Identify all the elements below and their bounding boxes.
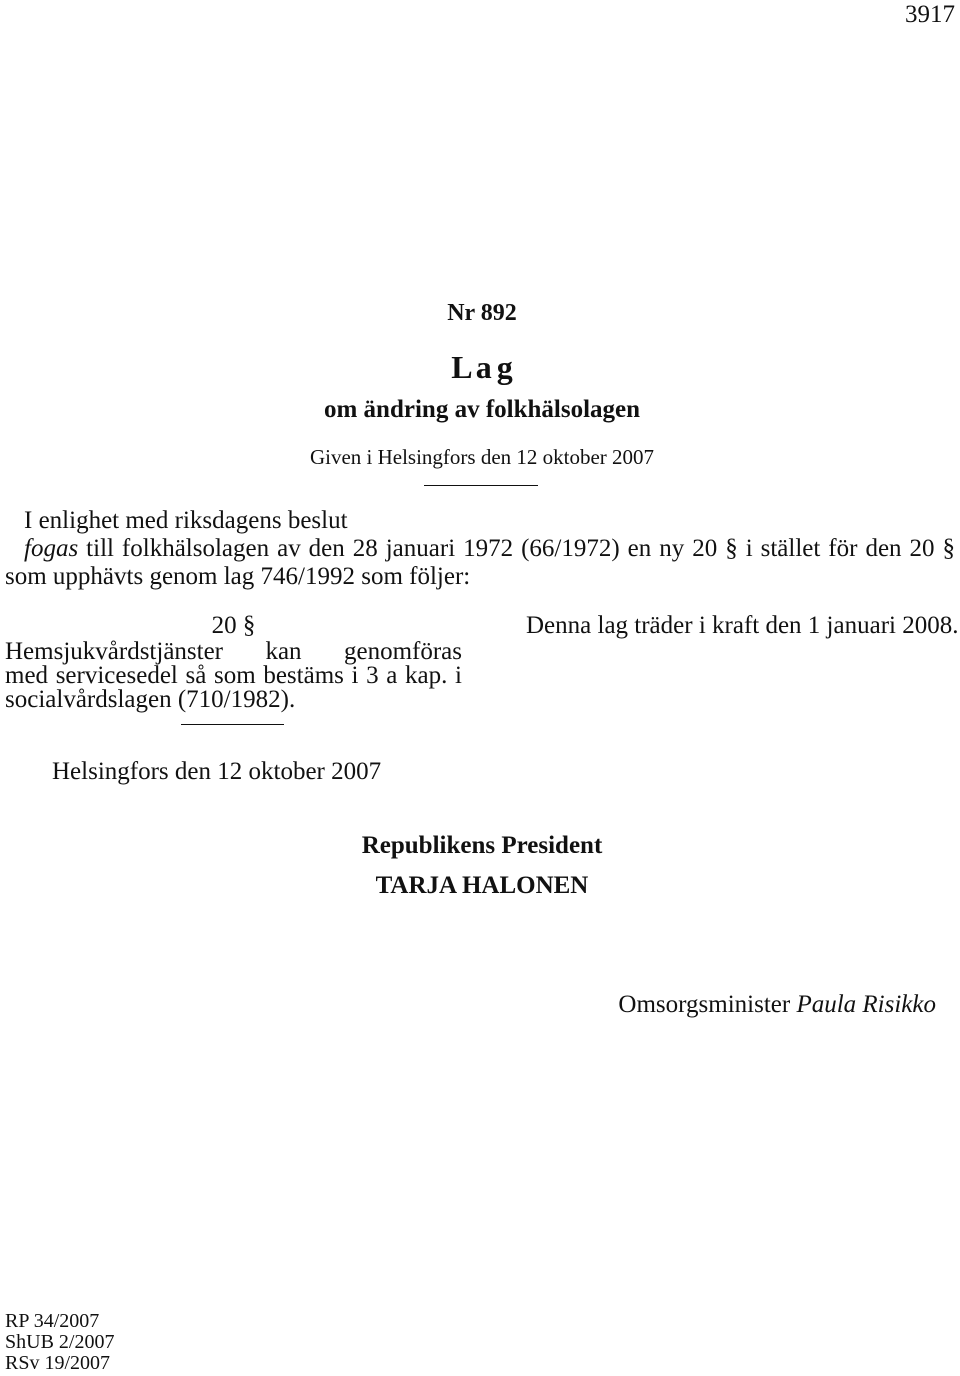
signature-place-date: Helsingfors den 12 oktober 2007 (52, 758, 382, 785)
given-date: Given i Helsingfors den 12 oktober 2007 (309, 445, 655, 469)
reference-item: ShUB 2/2007 (5, 1331, 115, 1353)
section-text-line: socialvårdslagen (710/1982). (5, 686, 296, 713)
title-divider (424, 485, 538, 486)
section-text-line: Hemsjukvårdstjänster kan genomföras (5, 638, 462, 665)
minister-name: Paula Risikko (796, 991, 936, 1018)
statute-type: L a g (451, 349, 513, 385)
reference-item: RP 34/2007 (5, 1310, 100, 1332)
section-heading: 20 § (211, 612, 256, 639)
statute-title: om ändring av folkhälsolagen (323, 396, 641, 423)
preamble-line-2 (24, 535, 955, 563)
preamble-line-2-text: till folkhälsolagen av den 28 januari 1972 (66/1972) en ny 20 § i stället för den 20 § (86, 535, 956, 562)
president-name: TARJA HALONEN (375, 872, 589, 899)
minister-title: Omsorgsminister (618, 991, 791, 1018)
preamble-verb: fogas (24, 535, 79, 562)
preamble-line-1: I enlighet med riksdagens beslut (24, 507, 348, 534)
page-number: 3917 (905, 1, 955, 28)
minister-signature (618, 991, 936, 1019)
statute-number: Nr 892 (447, 300, 517, 326)
text-end-divider (181, 724, 284, 725)
reference-item: RSv 19/2007 (5, 1352, 111, 1374)
entry-into-force: Denna lag träder i kraft den 1 januari 2008. (526, 612, 959, 639)
preparatory-references (5, 1311, 114, 1374)
preamble-line-3: som upphävts genom lag 746/1992 som följer: (5, 563, 471, 590)
president-title: Republikens President (361, 832, 603, 859)
section-text-line: med servicesedel så som bestäms i 3 a kap. i (5, 662, 462, 689)
